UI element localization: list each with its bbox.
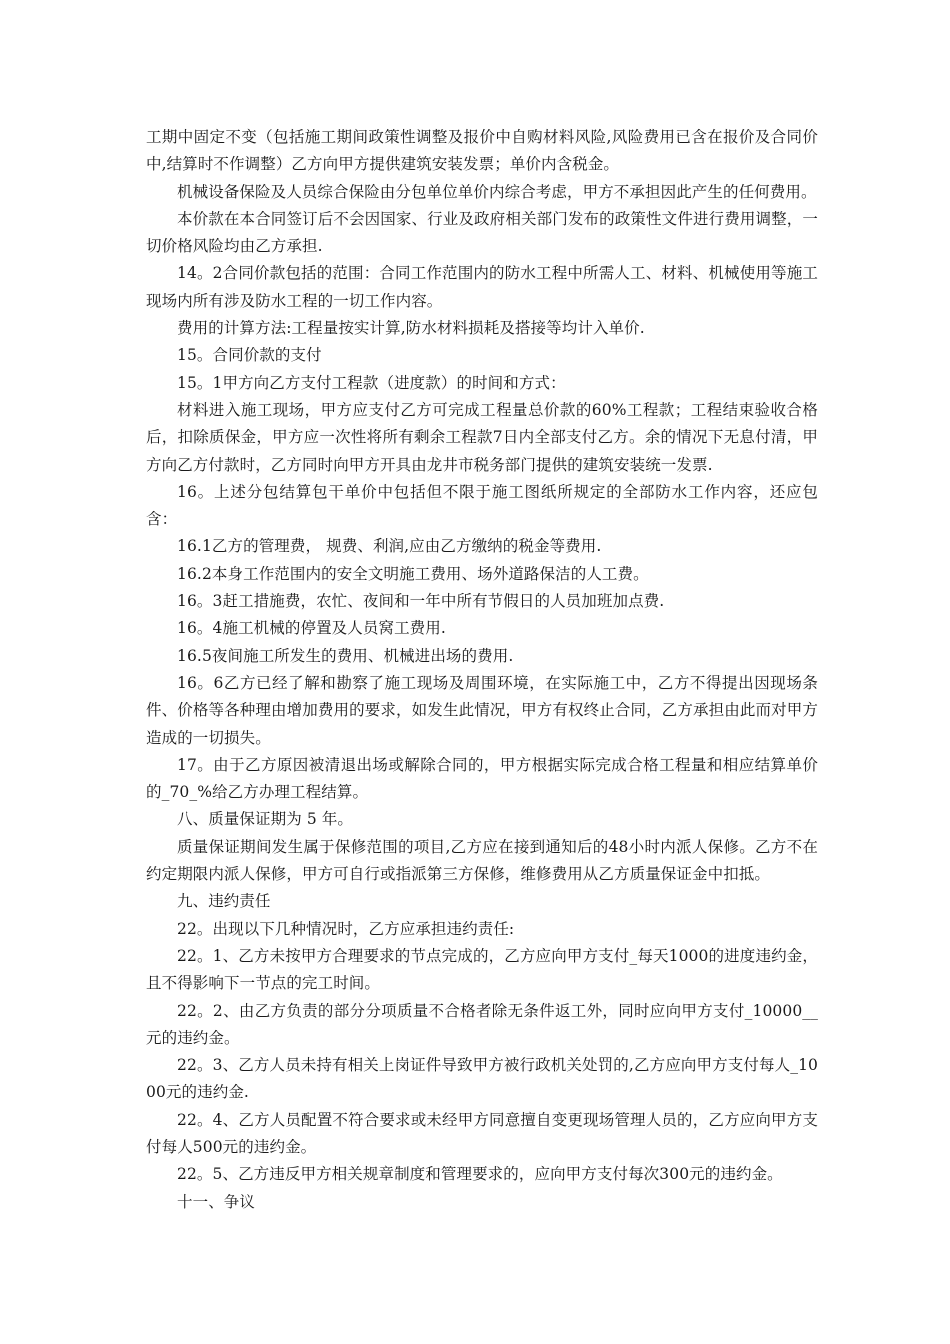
paragraph: 22。1、乙方未按甲方合理要求的节点完成的，乙方应向甲方支付_每天1000的进度违约金，且不得影响下一节点的完工时间。 [146,946,818,993]
section-heading: 15。合同价款的支付 [177,346,322,365]
section-heading: 九、违约责任 [177,892,271,911]
section-heading: 八、质量保证期为 5 年。 [177,810,354,829]
paragraph: 15。1甲方向乙方支付工程款（进度款）的时间和方式： [177,373,566,392]
paragraph: 材料进入施工现场，甲方应支付乙方可完成工程量总价款的60%工程款；工程结束验收合格后，扣除质保金，甲方应一次性将所有剩余工程款7日内全部支付乙方。余的情况下无息付清，甲方向乙方付款时，乙方同时向甲方开具由龙井市税务部门提供的建筑安装统一发票. [146,400,818,474]
paragraph: 22。4、乙方人员配置不符合要求或未经甲方同意擅自变更现场管理人员的，乙方应向甲方支付每人500元的违约金。 [146,1110,818,1156]
paragraph: 16。上述分包结算包干单价中包括但不限于施工图纸所规定的全部防水工作内容，还应包含： [146,482,818,529]
paragraph: 质量保证期间发生属于保修范围的项目,乙方应在接到通知后的48小时内派人保修。乙方不在约定期限内派人保修，甲方可自行或指派第三方保修，维修费用从乙方质量保证金中扣抵。 [146,837,818,884]
paragraph: 22。2、由乙方负责的部分分项质量不合格者除无条件返工外，同时应向甲方支付_10000__元的违约金。 [146,1001,818,1047]
paragraph: 17。由于乙方原因被清退出场或解除合同的，甲方根据实际完成合格工程量和相应结算单价的_70_%给乙方办理工程结算。 [146,755,818,802]
section-heading: 十一、争议 [177,1192,256,1211]
paragraph: 22。出现以下几种情况时，乙方应承担违约责任: [177,919,515,938]
paragraph: 工期中固定不变（包括施工期间政策性调整及报价中自购材料风险,风险费用已含在报价及合同价中,结算时不作调整）乙方向甲方提供建筑安装发票；单价内含税金。 [146,128,818,174]
paragraph: 16。6乙方已经了解和勘察了施工现场及周围环境，在实际施工中，乙方不得提出因现场条件、价格等各种理由增加费用的要求，如发生此情况，甲方有权终止合同，乙方承担由此而对甲方造成的一切损失。 [146,673,818,747]
paragraph: 14。2合同价款包括的范围：合同工作范围内的防水工程中所需人工、材料、机械使用等施工现场内所有涉及防水工程的一切工作内容。 [146,264,818,310]
paragraph: 16。3赶工措施费，农忙、夜间和一年中所有节假日的人员加班加点费. [177,592,665,611]
paragraph: 16.2本身工作范围内的安全文明施工费用、场外道路保洁的人工费。 [177,564,649,583]
paragraph: 16.5夜间施工所发生的费用、机械进出场的费用. [177,646,514,665]
paragraph: 本价款在本合同签订后不会因国家、行业及政府相关部门发布的政策性文件进行费用调整，一切价格风险均由乙方承担. [146,209,818,256]
paragraph: 22。3、乙方人员未持有相关上岗证件导致甲方被行政机关处罚的,乙方应向甲方支付每人_1000元的违约金. [146,1056,818,1102]
paragraph: 16。4施工机械的停置及人员窝工费用. [177,619,446,638]
document-body [146,124,818,1216]
paragraph: 费用的计算方法:工程量按实计算,防水材料损耗及搭接等均计入单价. [177,319,645,338]
paragraph: 16.1乙方的管理费， 规费、利润,应由乙方缴纳的税金等费用. [177,537,602,556]
paragraph: 机械设备保险及人员综合保险由分包单位单价内综合考虑，甲方不承担因此产生的任何费用。 [177,182,817,201]
paragraph: 22。5、乙方违反甲方相关规章制度和管理要求的，应向甲方支付每次300元的违约金。 [177,1165,783,1184]
